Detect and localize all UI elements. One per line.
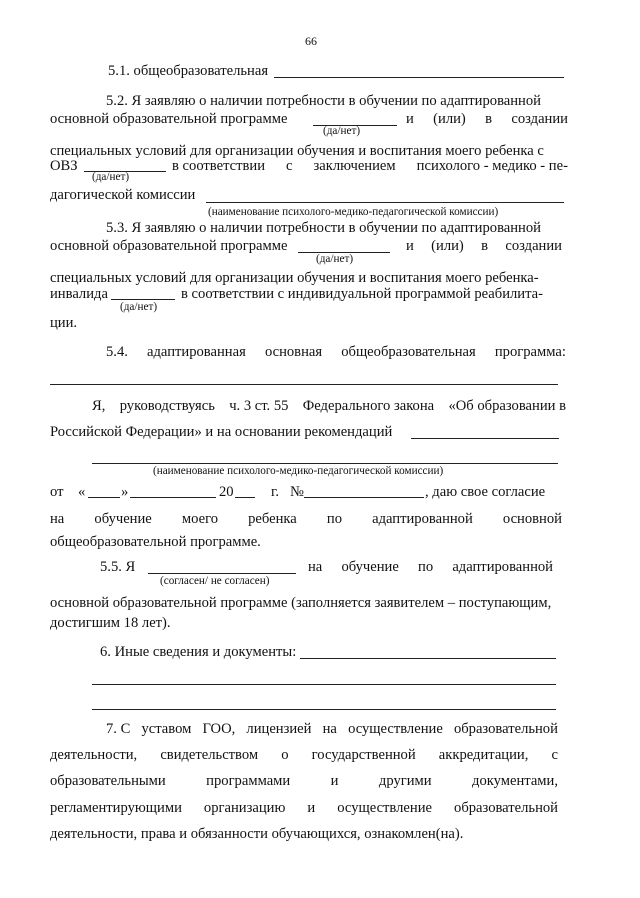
section-5-2-hint-3: (наименование психолого-медико-педагогической комиссии) <box>208 206 499 218</box>
section-5-2-line-2-tail: и (или) в создании <box>406 111 568 127</box>
section-5-2-line-4-start: ОВЗ <box>50 158 78 174</box>
consent-quote-close: » <box>121 484 129 500</box>
section-5-3-hint-2: (да/нет) <box>120 301 158 313</box>
section-5-5-hint: (согласен/ не согласен) <box>160 575 270 587</box>
consent-day-field[interactable] <box>88 497 120 498</box>
section-5-3-line-3: специальных условий для организации обучения и воспитания моего ребенка- <box>50 270 539 286</box>
section-5-2-hint-1: (да/нет) <box>323 125 361 137</box>
section-5-3-line-2-tail: и (или) в создании <box>406 238 562 254</box>
section-5-2-line-4-tail: в соответствии с заключением психолого - медико - пе- <box>172 158 568 174</box>
consent-line-4: на обучение моего ребенка по адаптированной основной <box>50 511 562 527</box>
section-5-4-program-field[interactable] <box>50 384 558 385</box>
consent-number-sign: № <box>290 484 304 500</box>
section-5-3-hint-1: (да/нет) <box>316 253 354 265</box>
section-5-2-hint-2: (да/нет) <box>92 171 130 183</box>
consent-year-field[interactable] <box>235 497 255 498</box>
section-5-2-line-3: специальных условий для организации обучения и воспитания моего ребенка с <box>50 143 544 159</box>
section-5-5-label: 5.5. Я <box>100 559 136 575</box>
section-6-field-2[interactable] <box>92 684 556 685</box>
section-5-3-line-4-tail: в соответствии с индивидуальной программой реабилита- <box>181 286 544 302</box>
consent-commission-field[interactable] <box>92 463 558 464</box>
section-7-line-1: 7. С уставом ГОО, лицензией на осуществление образовательной <box>106 721 558 737</box>
consent-line-5: общеобразовательной программе. <box>50 534 261 550</box>
section-5-3-invalid-field[interactable] <box>111 299 175 300</box>
section-5-5-line-2: основной образовательной программе (заполняется заявителем – поступающим, <box>50 595 552 611</box>
consent-month-field[interactable] <box>130 497 216 498</box>
section-5-2-commission-field[interactable] <box>206 202 564 203</box>
section-5-3-line-2: основной образовательной программе <box>50 238 288 254</box>
consent-tail: , даю свое согласие <box>425 484 546 500</box>
consent-number-field[interactable] <box>304 497 424 498</box>
section-5-1-label: 5.1. общеобразовательная <box>108 63 269 79</box>
section-5-2-line-5: дагогической комиссии <box>50 187 196 203</box>
section-5-3-line-4-start: инвалида <box>50 286 108 302</box>
section-5-5-consent-field[interactable] <box>148 573 296 574</box>
section-5-5-line-3: достигшим 18 лет). <box>50 615 171 631</box>
section-5-1-field[interactable] <box>274 77 564 78</box>
section-6-label: 6. Иные сведения и документы: <box>100 644 297 660</box>
consent-line-1: Я, руководствуясь ч. 3 ст. 55 Федерального закона «Об образовании в <box>92 398 566 414</box>
consent-from: от <box>50 484 64 500</box>
page-number: 66 <box>305 34 317 48</box>
section-5-3-line-1: 5.3. Я заявляю о наличии потребности в обучении по адаптированной <box>106 220 541 236</box>
section-7-line-2: деятельности, свидетельством о государственной аккредитации, с <box>50 747 558 763</box>
section-5-2-line-1: 5.2. Я заявляю о наличии потребности в обучении по адаптированной <box>106 93 541 109</box>
section-5-2-line-2: основной образовательной программе <box>50 111 288 127</box>
section-5-3-line-5: ции. <box>50 315 78 331</box>
consent-year-suffix: г. <box>271 484 279 500</box>
consent-recommendation-field[interactable] <box>411 438 559 439</box>
section-7-line-3: образовательными программами и другими документами, <box>50 773 558 789</box>
section-7-line-4: регламентирующими организацию и осуществление образовательной <box>50 800 558 816</box>
consent-line-2: Российской Федерации» и на основании рекомендаций <box>50 424 393 440</box>
section-5-4-line: 5.4. адаптированная основная общеобразовательная программа: <box>106 344 566 360</box>
consent-hint: (наименование психолого-медико-педагогической комиссии) <box>153 465 444 477</box>
section-6-field-1[interactable] <box>300 658 556 659</box>
section-7-line-5: деятельности, права и обязанности обучающихся, ознакомлен(на). <box>50 826 464 842</box>
consent-year-prefix: 20 <box>219 484 234 500</box>
consent-quote-open: « <box>78 484 86 500</box>
section-6-field-3[interactable] <box>92 709 556 710</box>
section-5-5-line-1-tail: на обучение по адаптированной <box>308 559 553 575</box>
